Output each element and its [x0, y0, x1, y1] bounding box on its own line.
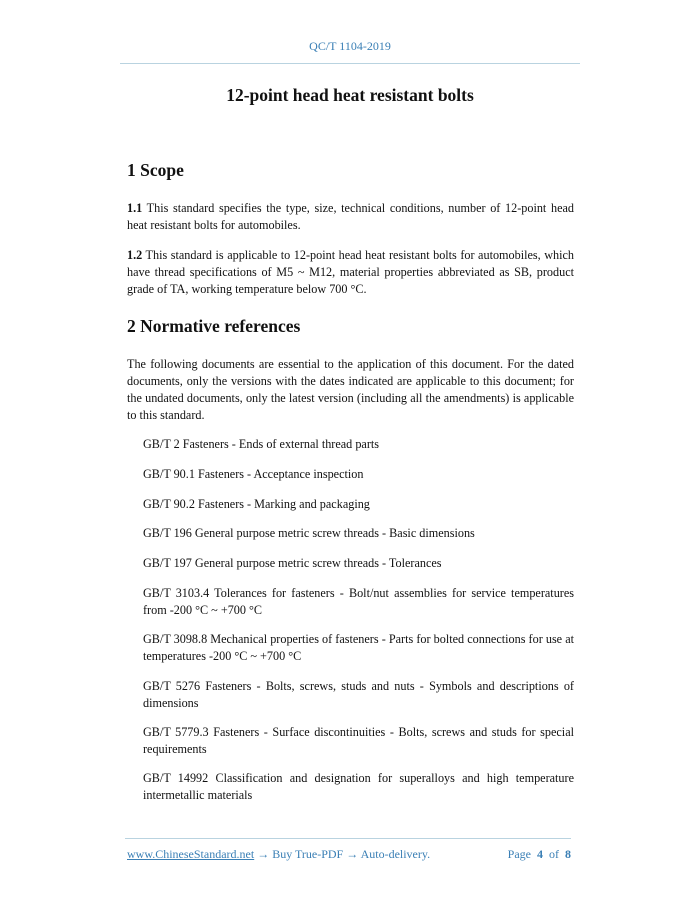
clause-text: This standard specifies the type, size, technical conditions, number of 12-point head heat resistant bolts for automobiles. [127, 201, 574, 232]
reference-item: GB/T 5276 Fasteners - Bolts, screws, studs and nuts - Symbols and descriptions of dimensions [143, 679, 574, 710]
website-link[interactable]: www.ChineseStandard.net [127, 847, 255, 861]
clause-text: This standard is applicable to 12-point head heat resistant bolts for automobiles, which have thread specifications of M5 ~ M12, material properties abbreviated as SB, product grade of TA, working temperature below 700 °C. [127, 248, 574, 296]
reference-item: GB/T 3098.8 Mechanical properties of fasteners - Parts for bolted connections for use at temperatures -200 °C ~ +700 °C [143, 632, 574, 663]
clause-number: 1.2 [127, 248, 143, 262]
page-label: Page [507, 847, 531, 861]
reference-item: GB/T 3103.4 Tolerances for fasteners - Bolt/nut assemblies for service temperatures from -200 °C ~ +700 °C [143, 586, 574, 617]
reference-item: GB/T 196 General purpose metric screw threads - Basic dimensions [143, 526, 475, 540]
of-label: of [549, 847, 559, 861]
footer-divider [125, 838, 571, 839]
reference-item: GB/T 2 Fasteners - Ends of external thread parts [143, 437, 380, 451]
paragraph-1-2 [127, 247, 574, 298]
reference-item: GB/T 90.1 Fasteners - Acceptance inspection [143, 467, 364, 481]
paragraph-1-1 [127, 200, 574, 234]
header-divider [120, 63, 580, 64]
page-title: 12-point head heat resistant bolts [226, 85, 474, 105]
section-heading-normative-references: 2 Normative references [127, 316, 301, 336]
references-intro: The following documents are essential to the application of this document. For the dated documents, only the versions with the dates indicated are applicable to this document; for the undated documents, only the latest version (including all the amendments) is applicable to this standard. [127, 357, 574, 422]
footer [127, 847, 571, 862]
page-indicator [508, 847, 571, 862]
reference-item: GB/T 5779.3 Fasteners - Surface discontinuities - Bolts, screws and studs for special requirements [143, 725, 574, 756]
reference-item: GB/T 90.2 Fasteners - Marking and packaging [143, 497, 370, 511]
reference-item: GB/T 197 General purpose metric screw threads - Tolerances [143, 556, 442, 570]
footer-tagline: → Buy True-PDF → Auto-delivery. [254, 847, 431, 861]
page-current: 4 [537, 847, 543, 861]
header-doc-code: QC/T 1104-2019 [309, 39, 391, 53]
page-total: 8 [565, 847, 571, 861]
clause-number: 1.1 [127, 201, 143, 215]
section-heading-scope: 1 Scope [127, 160, 184, 180]
reference-item: GB/T 14992 Classification and designation for superalloys and high temperature intermetallic materials [143, 771, 574, 802]
